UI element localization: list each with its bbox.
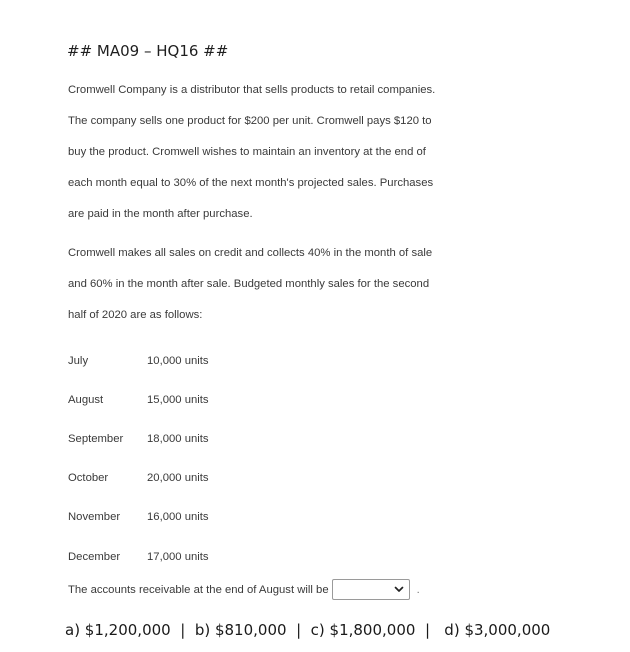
page-title: ## MA09 – HQ16 ## [67, 42, 229, 60]
paragraph-line: and 60% in the month after sale. Budgeted monthly sales for the second [68, 278, 430, 290]
sales-table [68, 341, 209, 576]
answer-select[interactable] [332, 579, 410, 600]
problem-paragraph-2 [68, 238, 468, 331]
month-cell: August [68, 393, 104, 406]
paragraph-line: Cromwell makes all sales on credit and collects 40% in the month of sale [68, 247, 433, 259]
problem-paragraph-1 [68, 75, 468, 230]
paragraph-line: buy the product. Cromwell wishes to maintain an inventory at the end of [68, 146, 426, 158]
table-row [68, 459, 209, 498]
units-cell: 20,000 units [147, 472, 209, 485]
units-cell: 17,000 units [147, 550, 209, 563]
month-cell: November [68, 511, 121, 524]
table-row [68, 537, 209, 576]
question-text: The accounts receivable at the end of August will be [68, 583, 329, 596]
units-cell: 15,000 units [147, 393, 209, 406]
table-row [68, 498, 209, 537]
question-period: . [416, 583, 420, 596]
paragraph-line: each month equal to 30% of the next month's projected sales. Purchases [68, 177, 434, 189]
paragraph-line: Cromwell Company is a distributor that sells products to retail companies. [68, 84, 436, 96]
units-cell: 10,000 units [147, 354, 209, 367]
month-cell: December [68, 550, 121, 563]
table-row [68, 341, 209, 380]
table-row [68, 380, 209, 419]
month-cell: July [68, 354, 89, 367]
paragraph-line: half of 2020 are as follows: [68, 309, 203, 321]
chevron-down-icon [393, 583, 405, 595]
units-cell: 16,000 units [147, 511, 209, 524]
table-row [68, 419, 209, 458]
paragraph-line: The company sells one product for $200 per unit. Cromwell pays $120 to [68, 115, 432, 127]
answer-choices: a) $1,200,000 | b) $810,000 | c) $1,800,000 | d) $3,000,000 [65, 621, 551, 639]
month-cell: October [68, 472, 109, 485]
paragraph-line: are paid in the month after purchase. [68, 208, 253, 220]
units-cell: 18,000 units [147, 432, 209, 445]
month-cell: September [68, 432, 124, 445]
question-line [68, 579, 420, 600]
